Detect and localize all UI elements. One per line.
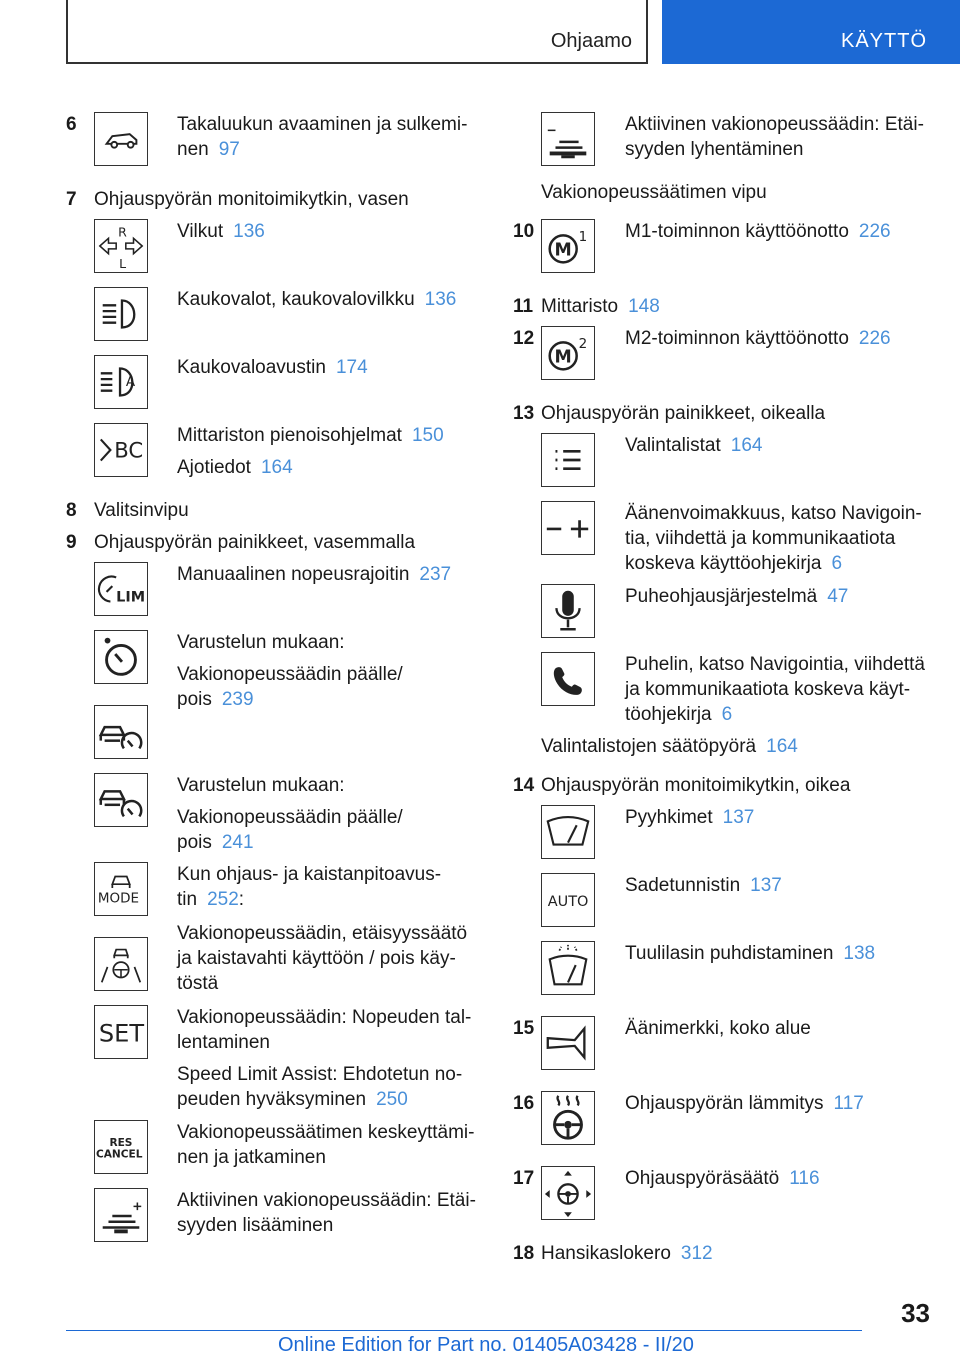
- item-text: Takaluukun avaaminen ja sulkemi-: [177, 114, 468, 135]
- svg-text:A: A: [125, 373, 136, 390]
- item-number: 11: [513, 296, 534, 317]
- item-text: nen ja jatkaminen: [177, 1147, 326, 1168]
- item-text: Speed Limit Assist: Ehdotetun no-: [177, 1064, 463, 1085]
- item-text: Vakionopeussäädin, etäisyyssäätö: [177, 923, 468, 944]
- item-number: 13: [513, 403, 535, 424]
- svg-text:BC: BC: [114, 437, 144, 463]
- item-text: Mittariston pienoisohjelmat 150: [177, 425, 444, 446]
- svg-text:SET: SET: [98, 1019, 145, 1048]
- volume-icon: [541, 501, 595, 555]
- page-link[interactable]: 6: [831, 553, 843, 574]
- item-number: 12: [513, 328, 535, 349]
- auto-icon: [541, 873, 595, 927]
- svg-text:LIM: LIM: [116, 589, 146, 606]
- page-link[interactable]: 138: [843, 943, 876, 964]
- header-section-box: [66, 0, 648, 64]
- item-text: Varustelun mukaan:: [177, 632, 345, 653]
- lane-assist-icon: [94, 937, 148, 991]
- item-title: Valitsinvipu: [94, 500, 189, 521]
- page-link[interactable]: 150: [411, 425, 444, 446]
- item-text: Vakionopeussäädin päälle/: [177, 664, 403, 685]
- item-text: ja kaistavahti käyttöön / pois käy-: [177, 948, 456, 969]
- distance-increase-icon: [94, 1188, 148, 1242]
- set-icon: [94, 1005, 148, 1059]
- high-beam-icon: [94, 287, 148, 341]
- page-link[interactable]: 226: [858, 221, 891, 242]
- item-number: 14: [513, 775, 535, 796]
- page-link[interactable]: 47: [827, 586, 849, 607]
- svg-text:L: L: [119, 256, 127, 272]
- page-link[interactable]: 164: [766, 736, 798, 757]
- item-text: Äänimerkki, koko alue: [625, 1018, 811, 1039]
- svg-text:2: 2: [578, 336, 588, 353]
- item-text: M1-toiminnon käyttöönotto 226: [625, 221, 891, 242]
- item-text: lentaminen: [177, 1032, 270, 1053]
- steering-adjust-icon: [541, 1166, 595, 1220]
- page-link[interactable]: 136: [424, 289, 457, 310]
- steering-heating-icon: [541, 1091, 595, 1145]
- page-link[interactable]: 237: [419, 564, 452, 585]
- item-text: ja kommunikaatiota koskeva käyt-: [625, 679, 911, 700]
- item-text: tia, viihdettä ja kommunikaatiota: [625, 528, 896, 549]
- item-number: 16: [513, 1093, 535, 1114]
- item-text: Aktiivinen vakionopeussäädin: Etäi-: [177, 1190, 476, 1211]
- page-link[interactable]: 164: [260, 457, 293, 478]
- item-subtitle: Valintalistojen säätöpyörä 164: [541, 736, 798, 757]
- page-link[interactable]: 137: [722, 807, 755, 828]
- svg-text:CANCEL: CANCEL: [95, 1148, 143, 1161]
- item-text: Kaukovalot, kaukovalovilkku 136: [177, 289, 457, 310]
- item-text: koskeva käyttöohjekirja 6: [625, 553, 843, 574]
- page-link[interactable]: 136: [233, 221, 265, 242]
- item-number: 18: [513, 1243, 535, 1264]
- svg-text:M: M: [554, 347, 572, 368]
- page-link[interactable]: 117: [833, 1093, 864, 1114]
- svg-text:M: M: [554, 240, 572, 261]
- page-link[interactable]: 164: [730, 435, 763, 456]
- high-beam-assist-icon: [94, 355, 148, 409]
- res-cancel-icon: [94, 1120, 148, 1174]
- page-link[interactable]: 312: [680, 1243, 713, 1264]
- item-text: pois 241: [177, 832, 254, 853]
- tailgate-icon: [94, 112, 148, 166]
- chapter-title: KÄYTTÖ: [840, 30, 927, 52]
- item-text: syyden lyhentäminen: [625, 139, 804, 160]
- item-text: M2-toiminnon käyttöönotto 226: [625, 328, 891, 349]
- page-link[interactable]: 241: [221, 832, 254, 853]
- page-link[interactable]: 6: [721, 704, 733, 725]
- svg-text:R: R: [118, 224, 127, 240]
- item-text: Kun ohjaus- ja kaistanpitoavus-: [177, 864, 442, 885]
- item-number: 8: [66, 500, 77, 521]
- item-text: Vakionopeussäädin: Nopeuden tal-: [177, 1007, 472, 1028]
- item-text: Vakionopeussäätimen keskeyttämi-: [177, 1122, 475, 1143]
- item-text: Äänenvoimakkuus, katso Navigoin-: [625, 503, 922, 524]
- item-text: Aktiivinen vakionopeussäädin: Etäi-: [625, 114, 924, 135]
- bc-icon: [94, 423, 148, 477]
- turn-signal-icon: [94, 219, 148, 273]
- page-link[interactable]: 174: [335, 357, 368, 378]
- svg-text:1: 1: [578, 229, 588, 246]
- item-subtitle: Vakionopeussäätimen vipu: [541, 182, 767, 203]
- page-link[interactable]: 137: [750, 875, 782, 896]
- item-text: Tuulilasin puhdistaminen 138: [625, 943, 876, 964]
- page-link[interactable]: 97: [218, 139, 240, 160]
- wiper-icon: [541, 805, 595, 859]
- item-text: pois 239: [177, 689, 254, 710]
- m2-icon: [541, 326, 595, 380]
- footer-divider: [66, 1330, 862, 1331]
- item-number: 7: [66, 189, 77, 210]
- mode-icon: [94, 862, 148, 916]
- item-text: Vakionopeussäädin päälle/: [177, 807, 403, 828]
- item-title: Ohjauspyörän painikkeet, vasemmalla: [94, 532, 416, 553]
- adaptive-cruise-icon: [94, 773, 148, 827]
- svg-text:RES: RES: [109, 1137, 133, 1150]
- item-title: Ohjauspyörän painikkeet, oikealla: [541, 403, 826, 424]
- item-number: 15: [513, 1018, 535, 1039]
- item-title: Ohjauspyörän monitoimikytkin, oikea: [541, 775, 851, 796]
- page-link[interactable]: 252: [207, 889, 239, 910]
- item-number: 6: [66, 114, 77, 135]
- item-text: töohjekirja 6: [625, 704, 733, 725]
- item-number: 17: [513, 1168, 535, 1189]
- item-text: tin 252:: [177, 889, 245, 910]
- item-text: Sadetunnistin 137: [625, 875, 782, 896]
- microphone-icon: [541, 584, 595, 638]
- page-link[interactable]: 239: [221, 689, 254, 710]
- horn-icon: [541, 1016, 595, 1070]
- item-text: syyden lisääminen: [177, 1215, 334, 1236]
- page-link[interactable]: 226: [858, 328, 891, 349]
- m1-icon: [541, 219, 595, 273]
- phone-icon: [541, 652, 595, 706]
- item-text: töstä: [177, 973, 219, 994]
- page-link[interactable]: 116: [789, 1168, 820, 1189]
- item-text: Ohjauspyöräsäätö 116: [625, 1168, 820, 1189]
- section-title: Ohjaamo: [550, 30, 632, 52]
- item-text: Ajotiedot 164: [177, 457, 293, 478]
- item-number: 10: [513, 221, 535, 242]
- item-text: Manuaalinen nopeusrajoitin 237: [177, 564, 452, 585]
- item-text: Puheohjausjärjestelmä 47: [625, 586, 849, 607]
- item-title: Hansikaslokero 312: [541, 1243, 713, 1264]
- item-text: Varustelun mukaan:: [177, 775, 345, 796]
- item-text: peuden hyväksyminen 250: [177, 1089, 408, 1110]
- item-text: Ohjauspyörän lämmitys 117: [625, 1093, 864, 1114]
- page-link[interactable]: 148: [628, 296, 660, 317]
- footer-edition: Online Edition for Part no. 01405A03428 - II/20: [278, 1334, 694, 1356]
- item-text: Vilkut 136: [177, 221, 265, 242]
- item-text: Pyyhkimet 137: [625, 807, 755, 828]
- item-text: Kaukovaloavustin 174: [177, 357, 368, 378]
- header-chapter-tab: [662, 0, 960, 64]
- page-link[interactable]: 250: [376, 1089, 408, 1110]
- svg-text:MODE: MODE: [97, 890, 139, 907]
- item-title: Mittaristo 148: [541, 296, 660, 317]
- speed-limiter-icon: [94, 562, 148, 616]
- windshield-washer-icon: [541, 941, 595, 995]
- page-number: 33: [901, 1298, 930, 1328]
- svg-text:AUTO: AUTO: [547, 893, 589, 910]
- distance-decrease-icon: [541, 112, 595, 166]
- adaptive-cruise-icon: [94, 705, 148, 759]
- cruise-control-icon: [94, 630, 148, 684]
- item-title: Ohjauspyörän monitoimikytkin, vasen: [94, 189, 409, 210]
- item-text: Valintalistat 164: [625, 435, 763, 456]
- item-text: nen 97: [177, 139, 240, 160]
- list-icon: [541, 433, 595, 487]
- item-text: Puhelin, katso Navigointia, viihdettä: [625, 654, 925, 675]
- item-number: 9: [66, 532, 77, 553]
